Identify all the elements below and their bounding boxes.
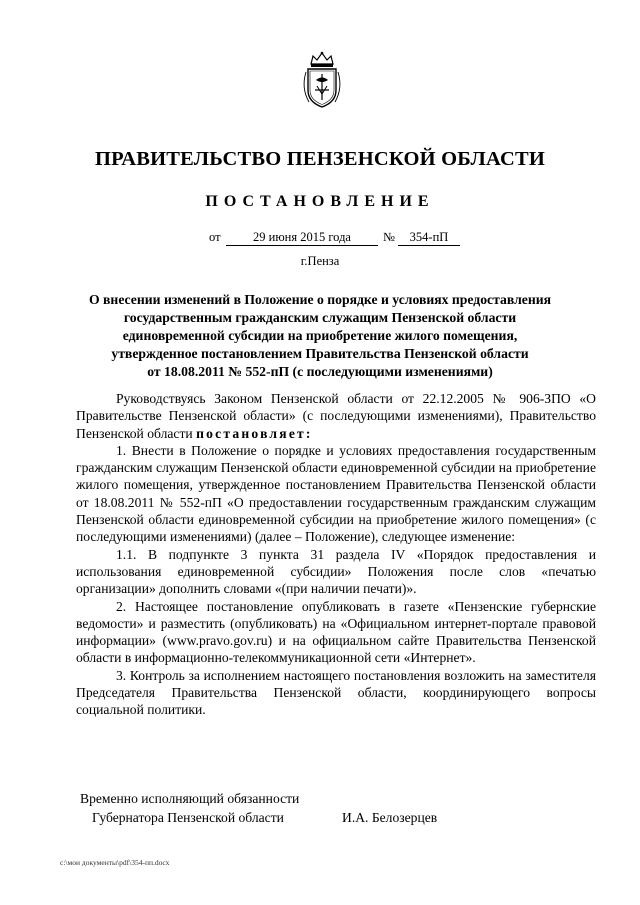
signature-block [80, 789, 512, 827]
paragraph-1: 1. Внести в Положение о порядке и условиях предоставления государственным гражданским служащим Пензенской области единовременной субсидии на приобретение жилого помещения, утвержденное постановлением Правительства Пензенской области от 18.08.2011 № 552-пП «О предоставлении государственным гражданским служащим Пензенской области единовременной субсидии на приобретение жилого помещения» (с последующими изменениями) (далее – Положение), следующее изменение: [76, 442, 596, 545]
subject-line: О внесении изменений в Положение о порядке и условиях предоставления [88, 292, 552, 307]
signer-name: И.А. Белозерцев [342, 810, 438, 825]
government-title: ПРАВИТЕЛЬСТВО ПЕНЗЕНСКОЙ ОБЛАСТИ [95, 148, 545, 170]
document-body [76, 390, 596, 719]
subject-line: утвержденное постановлением Правительства Пензенской области [111, 346, 529, 361]
intro-paragraph [76, 390, 596, 442]
intro-text: Руководствуясь Законом Пензенской области от 22.12.2005 № 906-ЗПО «О Правительстве Пензенской области» (с последующими изменениями), Правительство Пензенской области [76, 391, 596, 441]
file-path: c:\мои документы\pdf\354-пп.docx [60, 858, 170, 867]
signature-row [80, 808, 512, 827]
signer-title-line2: Губернатора Пензенской области [92, 810, 284, 825]
paragraph-2: 2. Настоящее постановление опубликовать в газете «Пензенские губернские ведомости» и разместить (опубликовать) на «Официальном интернет-портале правовой информации» (www.pravo.gov.ru) и на официальном сайте Правительства Пензенской области в информационно-телекоммуникационной сети «Интернет». [76, 598, 596, 666]
signer-title-line1: Временно исполняющий обязанности [80, 791, 300, 806]
document-subject [70, 291, 570, 381]
city: г.Пенза [300, 254, 340, 268]
subject-line: государственным гражданским служащим Пензенской области [123, 310, 517, 325]
document-number: 354-пП [398, 230, 460, 246]
document-type: ПОСТАНОВЛЕНИЕ [205, 193, 435, 210]
subject-line: единовременной субсидии на приобретение жилого помещения, [122, 328, 518, 343]
paragraph-1-1: 1.1. В подпункте 3 пункта 31 раздела IV «Порядок предоставления и использования единовременной субсидии» Положения после слов «печатью организации» дополнить словами «(при наличии печати)». [76, 546, 596, 597]
resolves-word: постановляет: [196, 425, 313, 441]
subject-line: от 18.08.2011 № 552-пП (с последующими изменениями) [147, 364, 493, 379]
number-prefix: № [383, 230, 395, 244]
document-date: 29 июня 2015 года [226, 230, 378, 246]
coat-of-arms-icon [297, 50, 347, 110]
date-prefix: от [209, 230, 221, 244]
paragraph-3: 3. Контроль за исполнением настоящего постановления возложить на заместителя Председателя Правительства Пензенской области, координирующего вопросы социальной политики. [76, 667, 596, 718]
